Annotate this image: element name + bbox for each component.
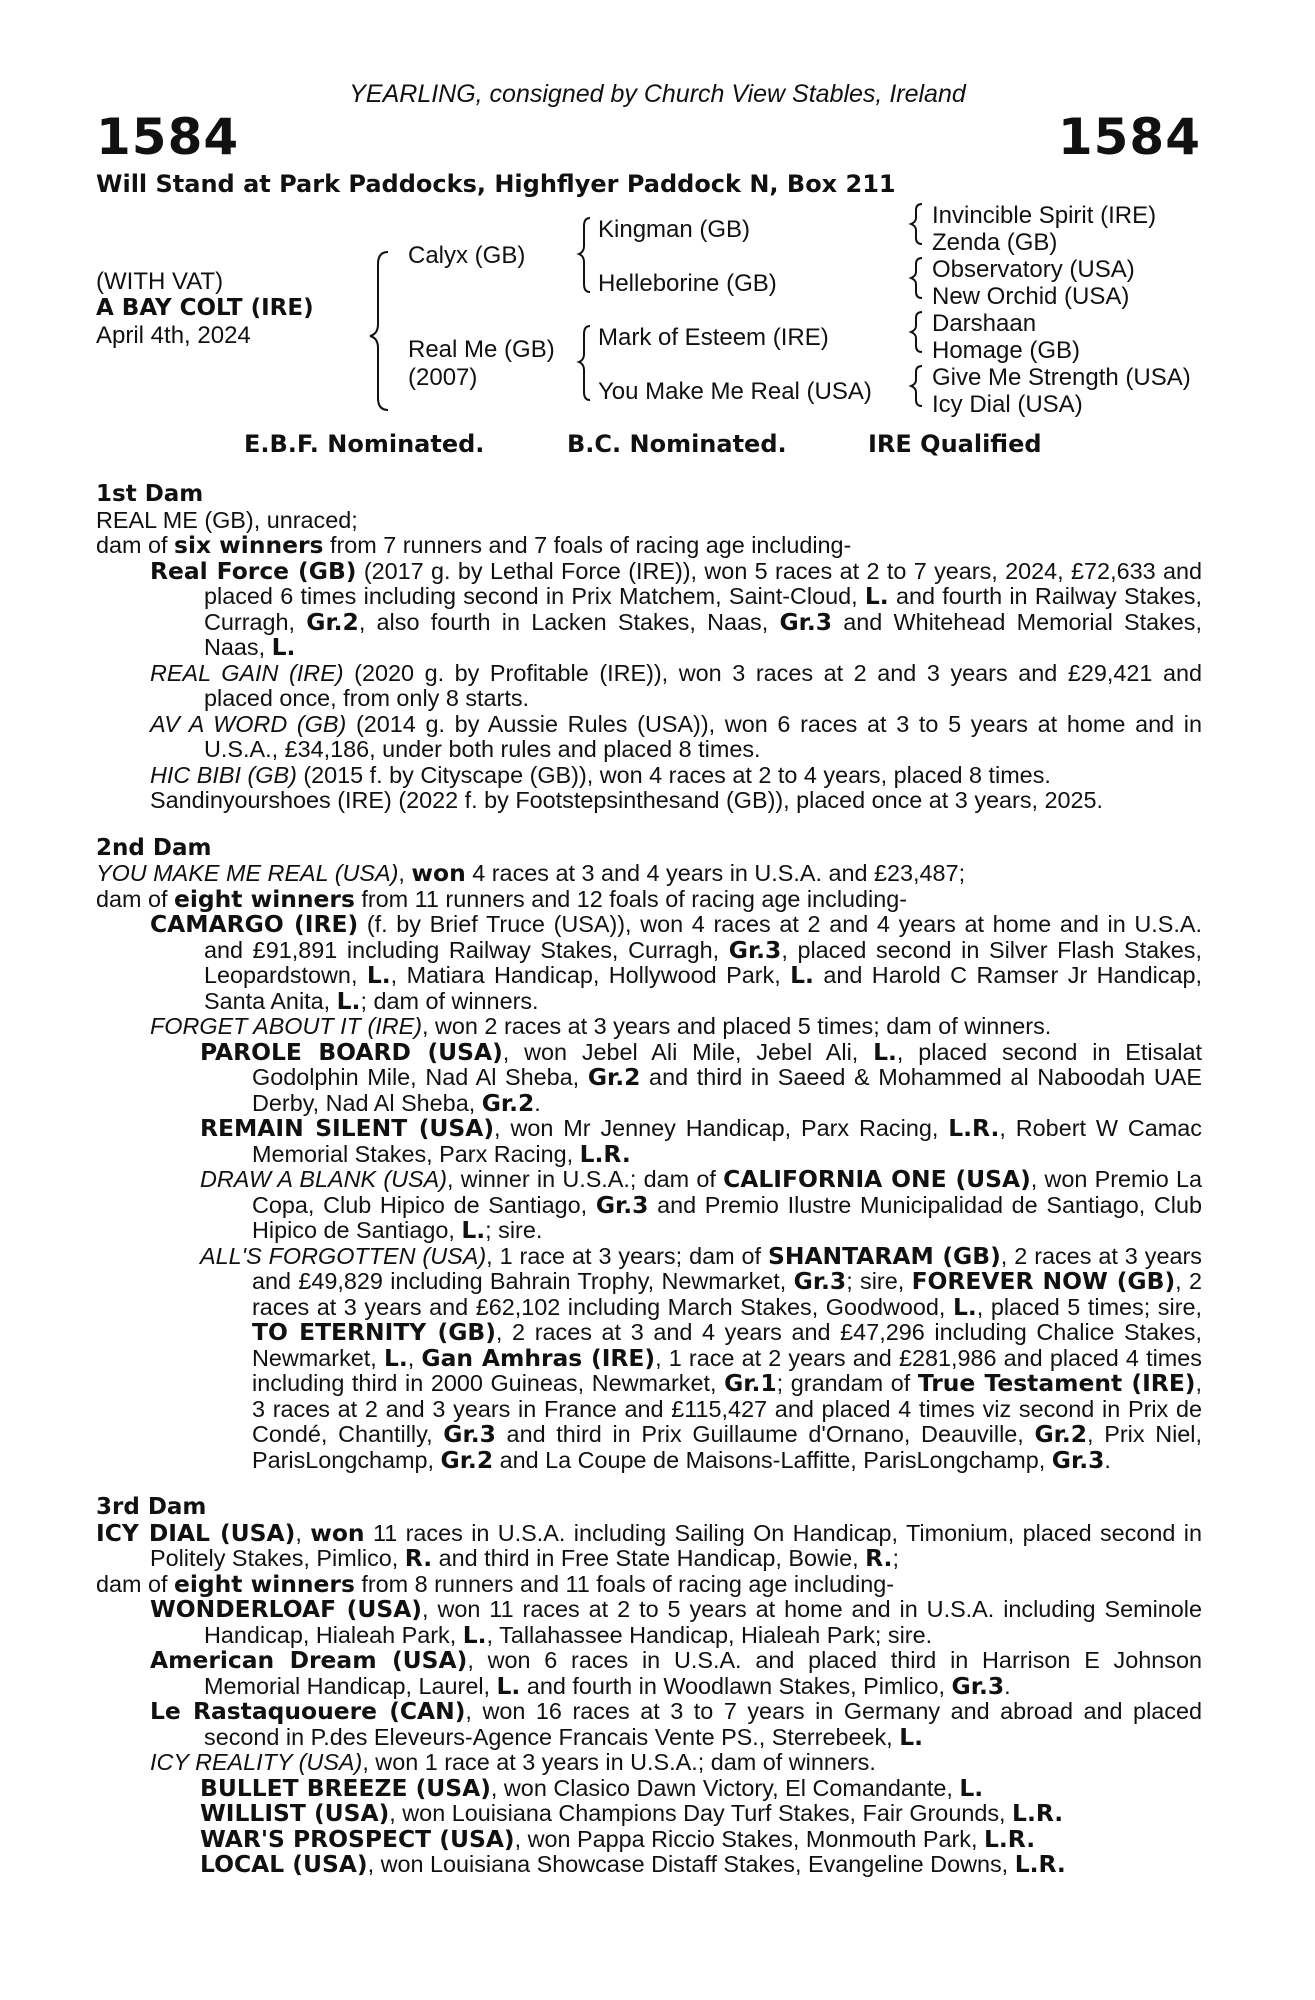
produce-entry: PAROLE BOARD (USA), won Jebel Ali Mile, Jebel Ali, L., placed second in Etisalat Godolphin Mile, Nad Al Sheba, Gr.2 and third in Saeed & Mohammed al Naboodah UAE Derby, Nad Al Sheba, Gr.2. <box>200 1037 1202 1117</box>
ggs-3: Observatory (USA) <box>932 256 1135 283</box>
section-heading: 3rd Dam <box>96 1494 207 1520</box>
brace-sire <box>579 218 590 292</box>
dam-line: REAL ME (GB), unraced; <box>96 506 358 533</box>
ggs-6: Homage (GB) <box>932 337 1081 364</box>
ggs-1: Invincible Spirit (IRE) <box>932 202 1157 229</box>
sire-name: Calyx (GB) <box>408 242 526 269</box>
ire-qualified: IRE Qualified <box>868 430 1042 458</box>
consignor-line: YEARLING, consigned by Church View Stables, Ireland <box>349 80 966 108</box>
produce-entry: ICY REALITY (USA), won 1 race at 3 years in U.S.A.; dam of winners. <box>150 1749 876 1775</box>
produce-entry: WONDERLOAF (USA), won 11 races at 2 to 5 years at home and in U.S.A. including Seminole Handicap, Hialeah Park, L., Tallahassee Handicap, Hialeah Park; sire. <box>150 1595 1203 1649</box>
produce-entry: Real Force (GB) (2017 g. by Lethal Force (IRE)), won 5 races at 2 to 7 years, 2024, £72,633 and placed 6 times including second in Prix Matchem, Saint-Cloud, L. and fourth in Railway Stakes, Curragh, Gr.2, also fourth in Lacken Stakes, Naas, Gr.3 and Whitehead Memorial Stakes, Naas, L. <box>150 556 1203 661</box>
sire-dam: Helleborine (GB) <box>598 270 777 297</box>
ebf-nominated: E.B.F. Nominated. <box>244 430 485 458</box>
ggs-5: Darshaan <box>932 310 1037 337</box>
produce-entry: AV A WORD (GB) (2014 g. by Aussie Rules (USA)), won 6 races at 3 to 5 years at home and in U.S.A., £34,186, under both rules and placed 8 times. <box>150 710 1202 762</box>
produce-entry: Le Rastaquouere (CAN), won 16 races at 3 to 7 years in Germany and abroad and placed second in P.des Eleveurs-Agence Francais Vente PS., Sterrebeek, L. <box>150 1697 1202 1751</box>
produce-entry: FORGET ABOUT IT (IRE), won 2 races at 3 years and placed 5 times; dam of winners. <box>150 1013 1052 1039</box>
ggs-2: Zenda (GB) <box>932 229 1058 256</box>
dam-sire: Mark of Esteem (IRE) <box>598 324 829 351</box>
lot-number-right: 1584 <box>1057 108 1201 166</box>
produce-entry: DRAW A BLANK (USA), winner in U.S.A.; dam of CALIFORNIA ONE (USA), won Premio La Copa, Club Hipico de Santiago, Gr.3 and Premio Ilustre Municipalidad de Santiago, Club Hipico de Santiago, L.; sire. <box>200 1165 1203 1244</box>
third-dam-section <box>96 1495 1202 1878</box>
produce-line: dam of six winners from 7 runners and 7 foals of racing age including- <box>96 531 852 559</box>
brace-ds <box>911 312 922 352</box>
produce-entry: CAMARGO (IRE) (f. by Brief Truce (USA)), won 4 races at 2 and 4 years at home and in U.S.A. and £91,891 including Railway Stakes, Curragh, Gr.3, placed second in Silver Flash Stakes, Leopardstown, L., Matiara Handicap, Hollywood Park, L. and Harold C Ramser Jr Handicap, Santa Anita, L.; dam of winners. <box>150 910 1202 1015</box>
first-dam-section <box>96 482 1202 814</box>
dam-year: (2007) <box>408 364 478 391</box>
horse-name: A BAY COLT (IRE) <box>96 295 314 321</box>
brace-dam <box>579 326 590 400</box>
produce-entry: WAR'S PROSPECT (USA), won Pappa Riccio Stakes, Monmouth Park, L.R. <box>200 1824 1036 1853</box>
ggs-4: New Orchid (USA) <box>932 283 1130 310</box>
produce-line: dam of eight winners from 8 runners and 11 foals of racing age including- <box>96 1569 895 1598</box>
produce-entry: HIC BIBI (GB) (2015 f. by Cityscape (GB)), won 4 races at 2 to 4 years, placed 8 times. <box>150 761 1051 788</box>
produce-entry: Sandinyourshoes (IRE) (2022 f. by Footstepsinthesand (GB)), placed once at 3 years, 2025. <box>150 787 1104 813</box>
dam-dam: You Make Me Real (USA) <box>598 378 872 405</box>
foaling-date: April 4th, 2024 <box>96 322 251 349</box>
ggs-8: Icy Dial (USA) <box>932 391 1083 418</box>
bc-nominated: B.C. Nominated. <box>567 430 787 458</box>
section-heading: 1st Dam <box>96 481 204 507</box>
catalogue-body <box>96 476 1202 1878</box>
dam-line: ICY DIAL (USA), won 11 races in U.S.A. including Sailing On Handicap, Timonium, placed second in Politely Stakes, Pimlico, R. and third in Free State Handicap, Bowie, R.; <box>96 1518 1203 1572</box>
brace-dd <box>911 366 922 406</box>
stand-location: Will Stand at Park Paddocks, Highflyer Paddock N, Box 211 <box>96 170 896 198</box>
dam-line: YOU MAKE ME REAL (USA), won 4 races at 3 and 4 years in U.S.A. and £23,487; <box>96 859 966 887</box>
produce-entry: ALL'S FORGOTTEN (USA), 1 race at 3 years; dam of SHANTARAM (GB), 2 races at 3 years and £49,829 including Bahrain Trophy, Newmarket, Gr.3; sire, FOREVER NOW (GB), 2 races at 3 years and £62,102 including March Stakes, Goodwood, L., placed 5 times; sire, TO ETERNITY (GB), 2 races at 3 and 4 years and £47,296 including Chalice Stakes, Newmarket, L., Gan Amhras (IRE), 1 race at 2 years and £281,986 and placed 4 times including third in 2000 Guineas, Newmarket, Gr.1; grandam of True Testament (IRE), 3 races at 2 and 3 years in France and £115,427 and placed 4 times viz second in Prix de Condé, Chantilly, Gr.3 and third in Prix Guillaume d'Ornano, Deauville, Gr.2, Prix Niel, ParisLongchamp, Gr.2 and La Coupe de Maisons-Laffitte, ParisLongchamp, Gr.3. <box>200 1241 1203 1474</box>
produce-entry: BULLET BREEZE (USA), won Clasico Dawn Victory, El Comandante, L. <box>200 1773 984 1802</box>
produce-line: dam of eight winners from 11 runners and 12 foals of racing age including- <box>96 884 908 913</box>
section-heading: 2nd Dam <box>96 834 212 861</box>
produce-entry: REMAIN SILENT (USA), won Mr Jenney Handicap, Parx Racing, L.R., Robert W Camac Memorial Stakes, Parx Racing, L.R. <box>200 1114 1202 1168</box>
produce-entry: REAL GAIN (IRE) (2020 g. by Profitable (IRE)), won 3 races at 2 and 3 years and £29,421 and placed once, from only 8 starts. <box>150 659 1202 711</box>
brace-ss <box>911 204 922 244</box>
second-dam-section <box>96 836 1202 1474</box>
sire-sire: Kingman (GB) <box>598 216 751 243</box>
produce-entry: American Dream (USA), won 6 races in U.S.A. and placed third in Harrison E Johnson Memorial Handicap, Laurel, L. and fourth in Woodlawn Stakes, Pimlico, Gr.3. <box>150 1646 1202 1700</box>
dam-name: Real Me (GB) <box>408 336 555 363</box>
ggs-7: Give Me Strength (USA) <box>932 364 1191 391</box>
brace-main <box>370 252 388 410</box>
vat-note: (WITH VAT) <box>96 268 224 295</box>
produce-entry: LOCAL (USA), won Louisiana Showcase Distaff Stakes, Evangeline Downs, L.R. <box>200 1850 1066 1878</box>
brace-sd <box>911 258 922 298</box>
produce-entry: WILLIST (USA), won Louisiana Champions Day Turf Stakes, Fair Grounds, L.R. <box>200 1799 1064 1827</box>
lot-number-left: 1584 <box>96 108 240 166</box>
